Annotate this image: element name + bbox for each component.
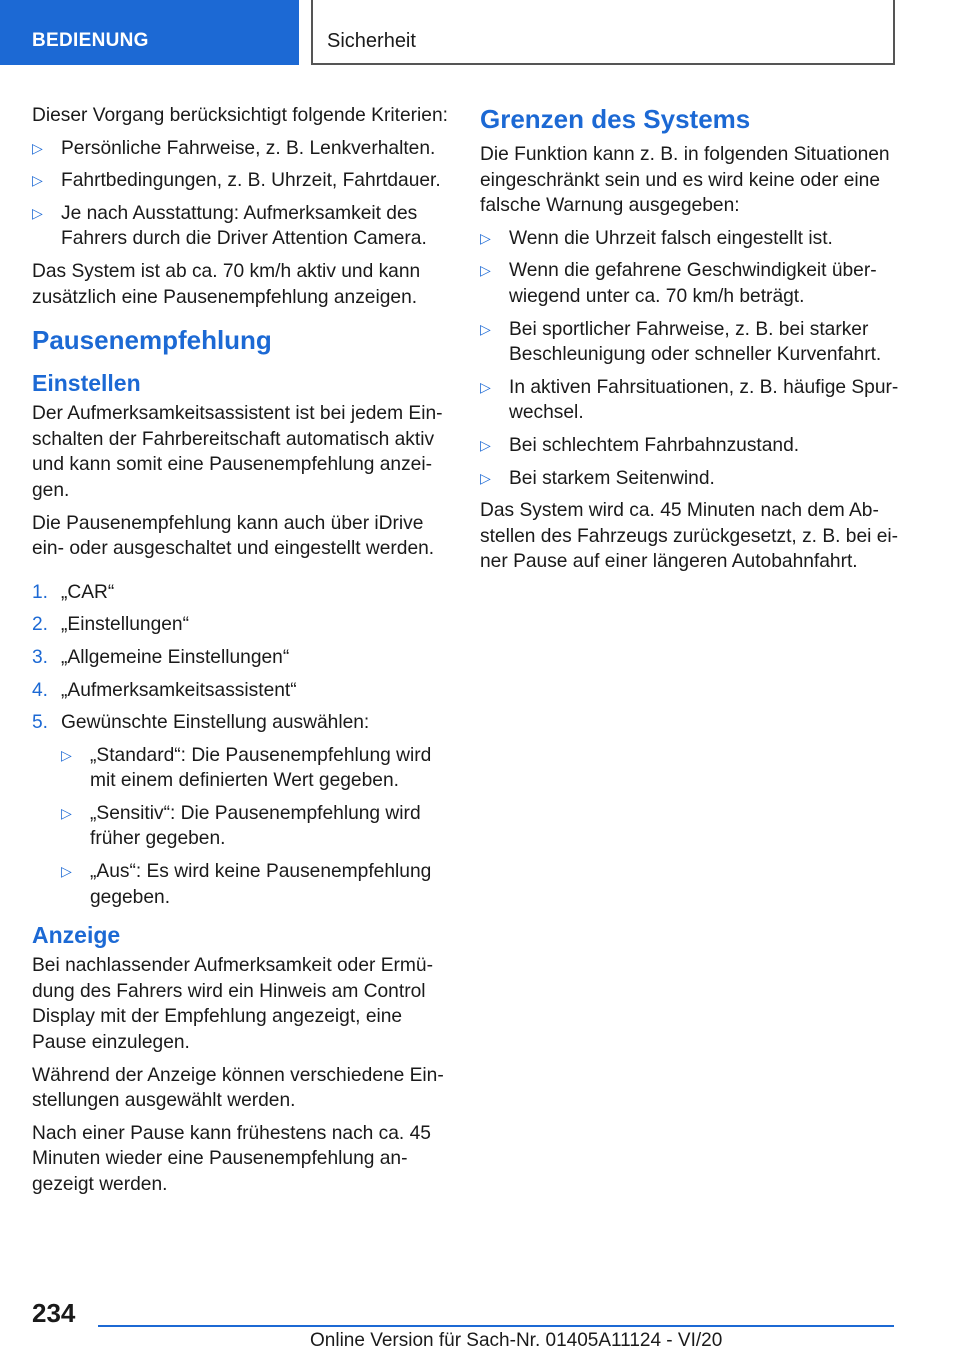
list-item: ▷ Persönliche Fahrweise, z. B. Lenkverhalten. bbox=[32, 136, 452, 162]
limits-intro: Die Funktion kann z. B. in folgenden Situationen eingeschränkt sein und es wird keine oder eine falsche Warnung ausgegeben: bbox=[480, 144, 890, 217]
anzeige-paragraph-3: Nach einer Pause kann frühestens nach ca. 45 Minuten wieder eine Pausenempfehlung angezeigt werden. bbox=[32, 1122, 431, 1195]
limits-list bbox=[480, 226, 900, 491]
footer-divider bbox=[98, 1325, 894, 1327]
section-title: Sicherheit bbox=[327, 30, 416, 52]
left-column bbox=[32, 103, 452, 1205]
heading-grenzen-des-systems: Grenzen des Systems bbox=[480, 104, 751, 134]
section-header bbox=[311, 0, 895, 65]
step-item: 4. „Aufmerksamkeitsassistent“ bbox=[32, 679, 297, 701]
triangle-bullet-icon: ▷ bbox=[480, 320, 491, 337]
heading-anzeige: Anzeige bbox=[32, 922, 121, 949]
list-item: ▷ Wenn die Uhrzeit falsch eingestellt ist. bbox=[480, 226, 900, 252]
right-column bbox=[480, 103, 900, 582]
list-item: ▷ In aktiven Fahrsituationen, z. B. häufige Spurwechsel. bbox=[480, 376, 899, 424]
list-item: ▷ Bei starkem Seitenwind. bbox=[480, 466, 900, 492]
heading-pausenempfehlung: Pausenempfehlung bbox=[32, 325, 272, 356]
list-item: ▷ „Aus“: Es wird keine Pausenempfehlung gegeben. bbox=[61, 861, 432, 908]
step-item: 3. „Allgemeine Einstellungen“ bbox=[32, 646, 290, 668]
triangle-bullet-icon: ▷ bbox=[61, 863, 72, 880]
triangle-bullet-icon: ▷ bbox=[480, 436, 491, 453]
step-item: 2. „Einstellungen“ bbox=[32, 614, 189, 636]
list-item: ▷ Fahrtbedingungen, z. B. Uhrzeit, Fahrtdauer. bbox=[32, 168, 452, 194]
criteria-list bbox=[32, 136, 452, 252]
triangle-bullet-icon: ▷ bbox=[480, 378, 491, 395]
step-item: 5. Gewünschte Einstellung auswählen: ▷ „Standard“: Die Pausenempfehlung wird mit einem definierten Wert gegeben. ▷ „Sensitiv“: Die Pausenempfehlung wird früher gegeben. ▷ „Aus“: Es wird keine Pausenempfehlung gegeben. bbox=[32, 710, 452, 910]
triangle-bullet-icon: ▷ bbox=[61, 804, 72, 821]
system-activation-text: Das System ist ab ca. 70 km/h aktiv und kann zusätzlich eine Pausenempfehlung anzeigen. bbox=[32, 260, 421, 308]
anzeige-paragraph-1: Bei nachlassender Aufmerksamkeit oder Ermüdung des Fahrers wird ein Hinweis am Control Display mit der Empfehlung angezeigt, eine Pause einzulegen. bbox=[32, 955, 433, 1054]
page-number: 234 bbox=[32, 1298, 76, 1328]
einstellen-paragraph-1: Der Aufmerksamkeitsassistent ist bei jedem Einschalten der Fahrbereitschaft automatisch aktiv und kann somit eine Pausenempfehlung anzeigen. bbox=[32, 403, 443, 501]
settings-steps bbox=[32, 580, 452, 911]
list-item: ▷ Wenn die gefahrene Geschwindigkeit überwiegend unter ca. 70 km/h beträgt. bbox=[480, 260, 877, 307]
triangle-bullet-icon: ▷ bbox=[32, 204, 43, 221]
list-item: ▷ Bei schlechtem Fahrbahnzustand. bbox=[480, 433, 900, 459]
einstellen-paragraph-2: Die Pausenempfehlung kann auch über iDrive ein- oder ausgeschaltet und eingestellt werden. bbox=[32, 512, 435, 560]
list-item: ▷ Je nach Ausstattung: Aufmerksamkeit des Fahrers durch die Driver Attention Camera. bbox=[32, 202, 427, 250]
list-item: ▷ „Standard“: Die Pausenempfehlung wird mit einem definierten Wert gegeben. bbox=[61, 744, 432, 792]
anzeige-paragraph-2: Während der Anzeige können verschiedene Einstellungen ausgewählt werden. bbox=[32, 1064, 444, 1112]
reset-text: Das System wird ca. 45 Minuten nach dem Abstellen des Fahrzeugs zurückgesetzt, z. B. bei einer Pause auf einer längeren Autobahnfahrt. bbox=[480, 500, 899, 573]
footer-online-version: Online Version für Sach-Nr. 01405A11124 - VI/20 bbox=[310, 1330, 723, 1351]
setting-options bbox=[61, 743, 452, 911]
triangle-bullet-icon: ▷ bbox=[61, 746, 72, 763]
triangle-bullet-icon: ▷ bbox=[32, 172, 43, 189]
step-item: 1. „CAR“ bbox=[32, 581, 115, 603]
triangle-bullet-icon: ▷ bbox=[480, 262, 491, 279]
triangle-bullet-icon: ▷ bbox=[480, 229, 491, 246]
chapter-title: BEDIENUNG bbox=[32, 30, 149, 51]
list-item: ▷ Bei sportlicher Fahrweise, z. B. bei starker Beschleunigung oder schneller Kurvenfahrt. bbox=[480, 318, 882, 366]
chapter-tab bbox=[0, 0, 299, 65]
list-item: ▷ „Sensitiv“: Die Pausenempfehlung wird früher gegeben. bbox=[61, 802, 421, 850]
triangle-bullet-icon: ▷ bbox=[480, 469, 491, 486]
criteria-intro: Dieser Vorgang berücksichtigt folgende Kriterien: bbox=[32, 105, 448, 126]
heading-einstellen: Einstellen bbox=[32, 370, 141, 397]
triangle-bullet-icon: ▷ bbox=[32, 139, 43, 156]
